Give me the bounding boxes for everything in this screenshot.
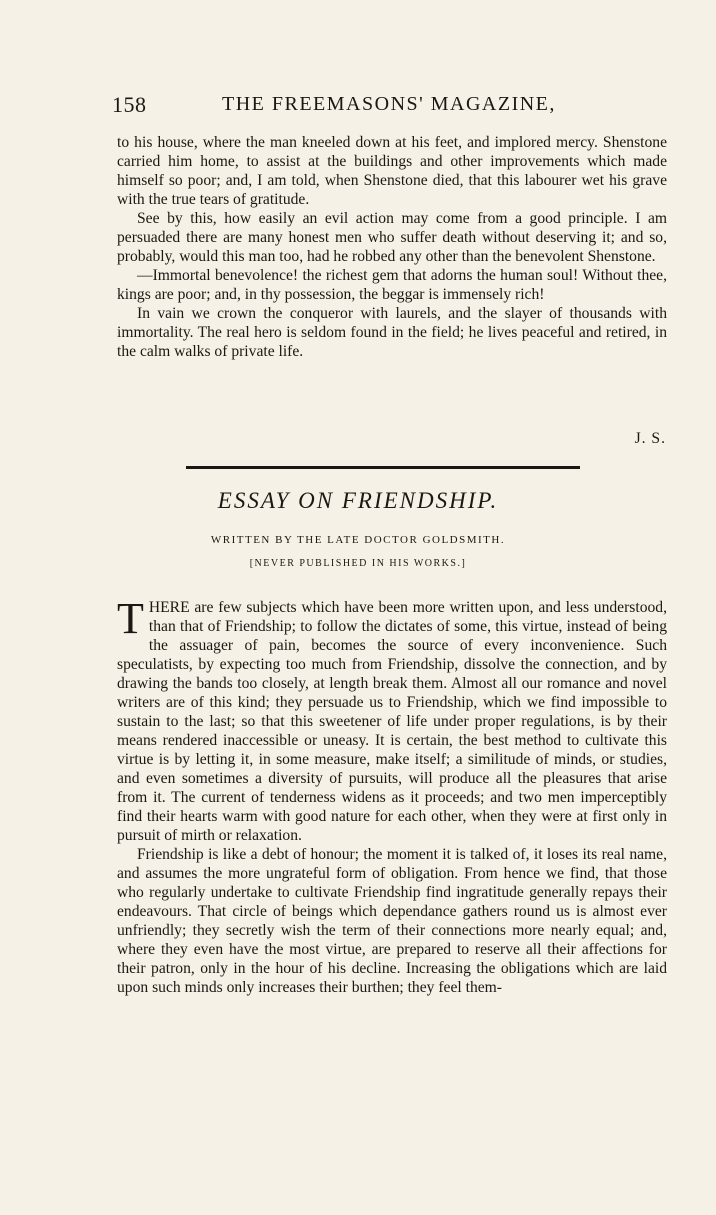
page-number: 158: [112, 92, 147, 117]
running-head: THE FREEMASONS' MAGAZINE,: [222, 93, 556, 115]
section-divider: [186, 466, 580, 469]
paragraph: [117, 594, 667, 845]
essay-body: [117, 594, 667, 997]
paragraph: In vain we crown the conqueror with laurels, and the slayer of thousands with immortality. The real hero is seldom found in the field; he lives peaceful and retired, in the calm walks of private life.: [117, 305, 667, 360]
paragraph: See by this, how easily an evil action may come from a good principle. I am persuaded there are many honest men who suffer death without deserving it; and so, probably, would this man too, had he robbed any other than the benevolent Shenstone.: [117, 210, 667, 265]
author-signature: J. S.: [634, 430, 666, 447]
drop-cap: T: [117, 594, 144, 643]
page-header: [112, 92, 672, 122]
paragraph: to his house, where the man kneeled down at his feet, and implored mercy. Shenstone carried him home, to assist at the buildings and other improvements which made himself so poor; and, I am told, when Shenstone died, that this labourer wet his grave with the true tears of gratitude.: [117, 134, 667, 208]
previous-article: [117, 133, 667, 361]
paragraph: Friendship is like a debt of honour; the moment it is talked of, it loses its real name, and assumes the more ungrateful form of obligation. From hence we find, that those who regularly undertake to cultivate Friendship find ingratitude generally repays their endeavours. That circle of beings which dependance gathers round us is almost ever unfriendly; they secretly wish the term of their connections more nearly equal; and, where they even have the most virtue, are prepared to reserve all their affections for their patron, only in the hour of his decline. Increasing the obligations which are laid upon such minds only increases their burthen; they feel them-: [117, 846, 667, 996]
paragraph-text: HERE are few subjects which have been more written upon, and less understood, than that of Friendship; to follow the dictates of some, this virtue, instead of being the assuager of pain, becomes the source of every inconvenience. Such speculatists, by expecting too much from Friendship, dissolve the connection, and by drawing the bands too closely, at length break them. Almost all our romance and novel writers are of this kind; they persuade us to Friendship, which we find impossible to sustain to the last; so that this sweetener of life under proper regulations, is by their means rendered inaccessible or uneasy. It is certain, the best method to cultivate this virtue is by letting it, in some measure, make itself; a similitude of minds, or studies, and even sometimes a diversity of pursuits, will produce all the pleasures that arise from it. The current of tenderness widens as it proceeds; and two men imperceptibly find their hearts warm with good nature for each other, when they were at first only in pursuit of mirth or relaxation.: [117, 599, 667, 844]
essay-note: [NEVER PUBLISHED IN HIS WORKS.]: [249, 558, 467, 569]
essay-title: ESSAY ON FRIENDSHIP.: [217, 488, 499, 513]
essay-byline: WRITTEN BY THE LATE DOCTOR GOLDSMITH.: [210, 534, 506, 546]
paragraph: —Immortal benevolence! the richest gem that adorns the human soul! Without thee, kings are poor; and, in thy possession, the beggar is immensely rich!: [117, 267, 667, 303]
